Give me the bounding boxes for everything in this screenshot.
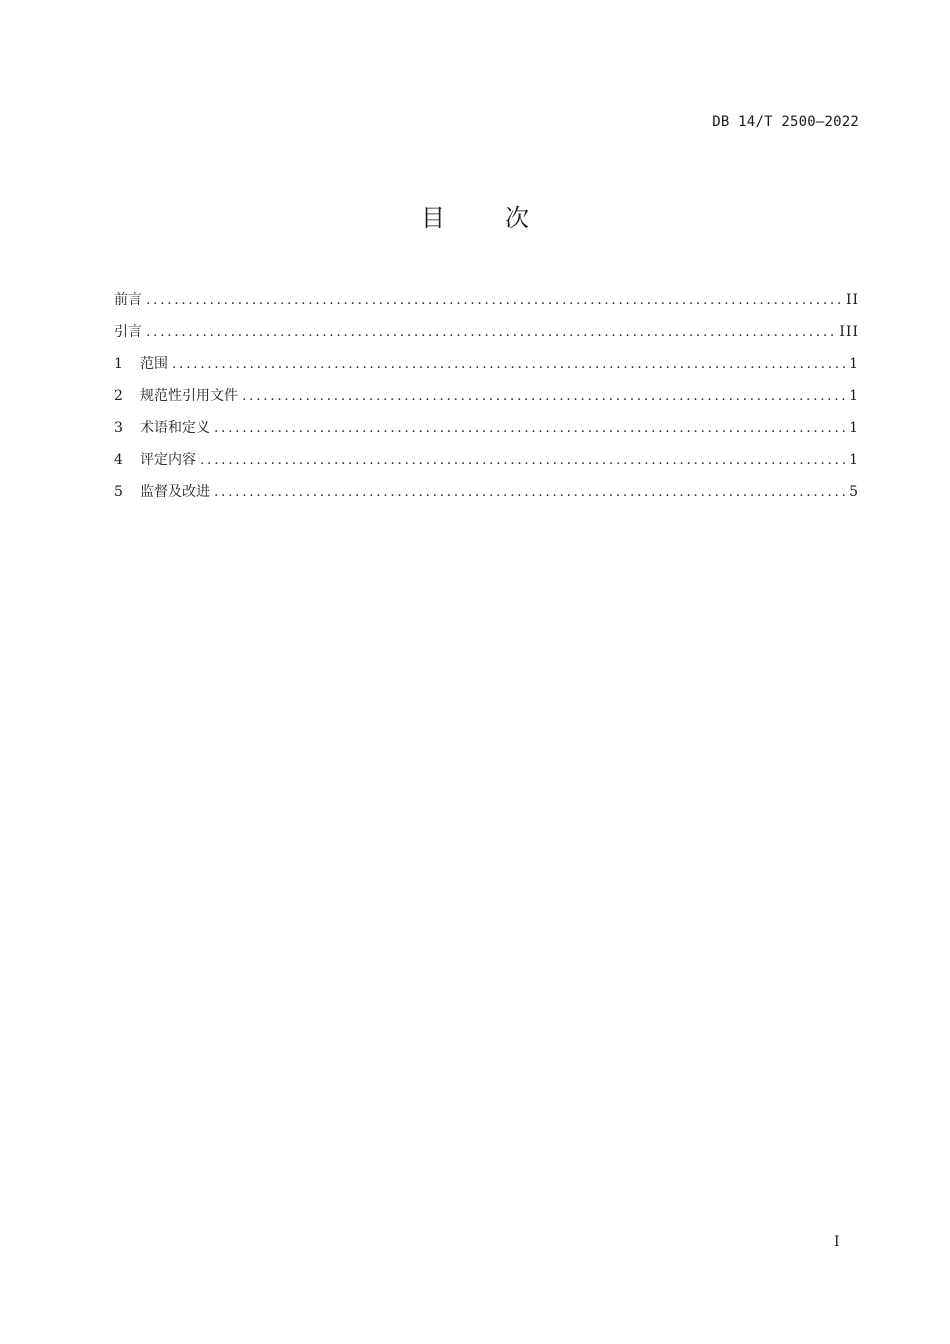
toc-entry-number: 1 — [114, 356, 123, 372]
table-of-contents — [114, 284, 859, 508]
toc-entry-terms-definitions[interactable] — [114, 412, 859, 444]
toc-entry-page: II — [845, 292, 859, 308]
standard-code: DB 14/T 2500—2022 — [712, 114, 859, 130]
toc-title-char-1: 目 — [421, 204, 445, 232]
toc-leader-dots — [146, 284, 842, 316]
toc-entry-introduction[interactable] — [114, 316, 859, 348]
toc-entry-page: 1 — [849, 388, 859, 404]
toc-entry-label: 引言 — [114, 324, 142, 340]
toc-entry-page: 1 — [849, 420, 859, 436]
toc-entry-label: 规范性引用文件 — [140, 388, 238, 404]
toc-entry-label: 术语和定义 — [140, 420, 210, 436]
toc-entry-number: 2 — [114, 388, 123, 404]
toc-entry-label: 评定内容 — [140, 452, 196, 468]
toc-leader-dots — [172, 348, 845, 380]
toc-entry-page: 1 — [849, 452, 859, 468]
toc-entry-label: 范围 — [140, 356, 168, 372]
toc-entry-foreword[interactable] — [114, 284, 859, 316]
page-number: I — [834, 1234, 840, 1250]
toc-entry-number: 4 — [114, 452, 123, 468]
toc-entry-number: 5 — [114, 484, 123, 500]
toc-entry-scope[interactable] — [114, 348, 859, 380]
toc-entry-label: 前言 — [114, 292, 142, 308]
toc-entry-page: III — [839, 324, 859, 340]
toc-leader-dots — [146, 316, 835, 348]
toc-leader-dots — [214, 412, 845, 444]
toc-entry-page: 5 — [849, 484, 859, 500]
toc-entry-assessment-content[interactable] — [114, 444, 859, 476]
toc-entry-page: 1 — [849, 356, 859, 372]
toc-leader-dots — [242, 380, 845, 412]
toc-entry-label: 监督及改进 — [140, 484, 210, 500]
toc-leader-dots — [200, 444, 845, 476]
toc-entry-supervision-improvement[interactable] — [114, 476, 859, 508]
toc-leader-dots — [214, 476, 845, 508]
toc-title-char-2: 次 — [505, 204, 529, 232]
toc-entry-number: 3 — [114, 420, 123, 436]
toc-entry-normative-references[interactable] — [114, 380, 859, 412]
toc-title — [0, 200, 950, 236]
